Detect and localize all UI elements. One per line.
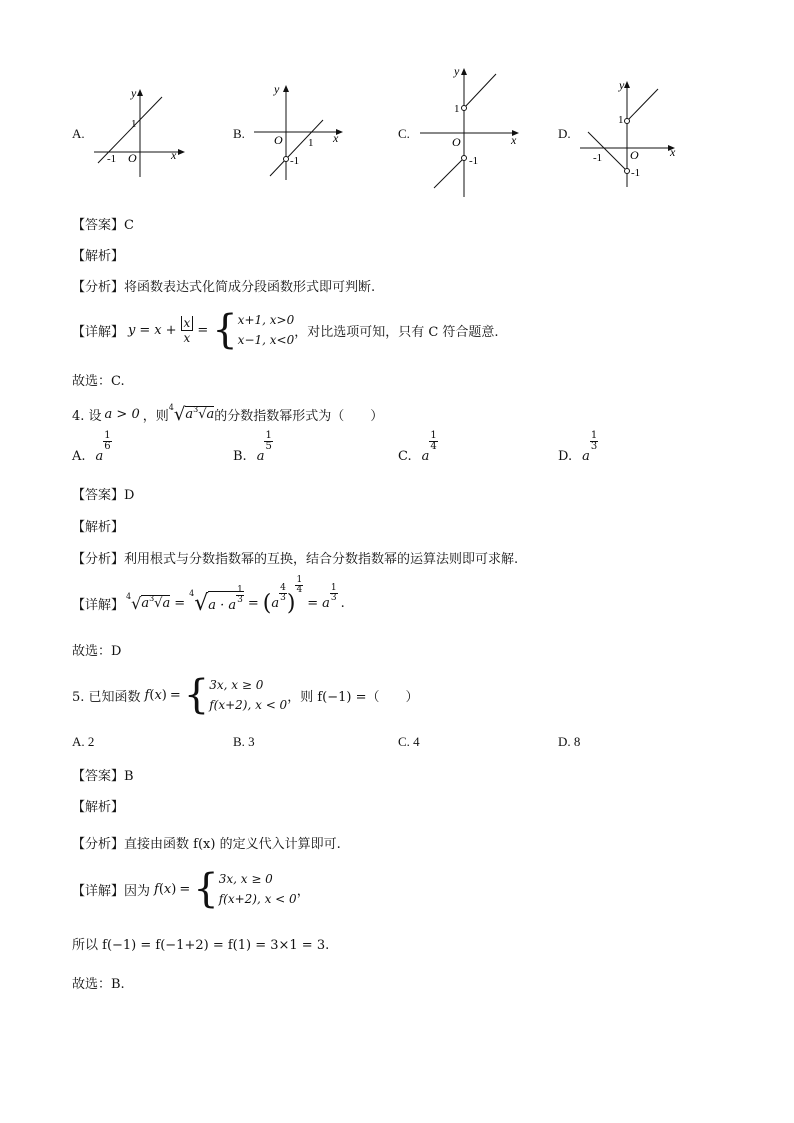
q3-case-2: x−1, x<0: [237, 333, 295, 347]
q5-case-2: f(x+2), x < 0: [209, 698, 288, 712]
option-c-label: C.: [398, 126, 410, 141]
svg-text:-1: -1: [290, 155, 300, 167]
graph-line: [270, 120, 323, 176]
svg-text:x: x: [670, 145, 676, 159]
svg-text:O: O: [452, 135, 461, 149]
q4-detail: 【详解】 4 √ $a^3√a$ = 4 √ a · a $\frac{1}{3}$ = ( a $\frac{4}{3}$ ) $\frac{1}{4}$ = a $\frac{1}{3}$ .: [72, 574, 345, 616]
q5-option-d: D. 8: [558, 734, 581, 749]
svg-text:O: O: [274, 133, 283, 147]
svg-text:y: y: [619, 78, 625, 92]
q5-answer: 【答案】B: [72, 769, 134, 784]
q5-fenxi: 【分析】直接由函数 f(x) 的定义代入计算即可.: [72, 837, 341, 852]
graph-a: [90, 85, 190, 180]
svg-text:1: 1: [454, 103, 460, 115]
option-d-label: D.: [558, 126, 571, 141]
q4-stem: 4. 设 a > 0 ，则 4 √ $a^3√a$ 的分数指数幂形式为（ ）: [72, 402, 384, 425]
x-axis-arrow: [178, 149, 185, 155]
q5-so-line: 所以 f(−1) = f(−1+2) = f(1) = 3×1 = 3.: [72, 938, 330, 953]
q3-analysis-tag: 【解析】: [72, 249, 125, 264]
q5-detail: 【详解】 因为 f ( x ) = { 3x, x ≥ 0 f(x+2), x < 0 ，: [72, 866, 310, 912]
option-a-label: A.: [72, 126, 85, 141]
origin-label: O: [128, 151, 137, 165]
q4-option-d: D. a $\frac{1}{3}$: [558, 430, 598, 464]
svg-text:O: O: [630, 148, 639, 162]
graph-line-left: [434, 158, 464, 188]
graph-b: [250, 80, 350, 185]
q3-select: 故选：C.: [72, 374, 125, 389]
q4-analysis-tag: 【解析】: [72, 520, 125, 535]
q4-fenxi: 【分析】利用根式与分数指数幂的互换，结合分数指数幂的运算法则即可求解.: [72, 552, 519, 567]
graph-line-right: [464, 74, 496, 108]
q4-option-b: B. a $\frac{1}{5}$: [233, 430, 272, 464]
svg-text:-1: -1: [469, 155, 479, 167]
q3-detail: 【详解】 y = x + $\frac{x}{x}$ = { x+1, x>0 x−1, x<0 ，对比选项可知，只有 C 符合题意.: [72, 307, 499, 353]
svg-text:x: x: [511, 133, 517, 147]
svg-text:x: x: [333, 131, 339, 145]
q5-case-1: 3x, x ≥ 0: [209, 678, 264, 692]
graph-line-right: [627, 89, 658, 121]
svg-text:-1: -1: [631, 167, 641, 179]
q5-select: 故选：B.: [72, 977, 125, 992]
open-point-bottom: [462, 156, 467, 161]
tick-label-neg1: -1: [107, 153, 117, 165]
svg-text:1: 1: [618, 114, 624, 126]
q3-answer: 【答案】C: [72, 218, 134, 233]
q5-option-a: A. 2: [72, 734, 95, 749]
q4-option-c: C. a $\frac{1}{4}$: [398, 430, 437, 464]
q4-option-a: A. a $\frac{1}{6}$: [72, 430, 111, 464]
graph-d: [578, 75, 683, 190]
x-label: x: [171, 148, 177, 162]
svg-text:1: 1: [308, 137, 314, 149]
svg-text:y: y: [454, 64, 460, 78]
option-b-label: B.: [233, 126, 245, 141]
y-label: y: [131, 86, 137, 100]
q3-case-1: x+1, x>0: [237, 313, 295, 327]
q5-analysis-tag: 【解析】: [72, 800, 125, 815]
q5-option-c: C. 4: [398, 734, 420, 749]
q3-fenxi: 【分析】将函数表达式化简成分段函数形式即可判断.: [72, 280, 376, 295]
q4-answer: 【答案】D: [72, 488, 135, 503]
q5-stem: 5. 已知函数 f ( x ) = { 3x, x ≥ 0 f(x+2), x < 0 ，则 f(−1) =（ ）: [72, 672, 419, 718]
q4-select: 故选：D: [72, 644, 122, 659]
open-point-top: [462, 106, 467, 111]
q5-option-b: B. 3: [233, 734, 255, 749]
graph-c: [416, 62, 526, 200]
svg-text:-1: -1: [593, 152, 603, 164]
svg-text:y: y: [274, 82, 280, 96]
tick-label-1: 1: [131, 118, 137, 130]
open-point: [284, 157, 289, 162]
y-axis-arrow: [137, 89, 143, 96]
